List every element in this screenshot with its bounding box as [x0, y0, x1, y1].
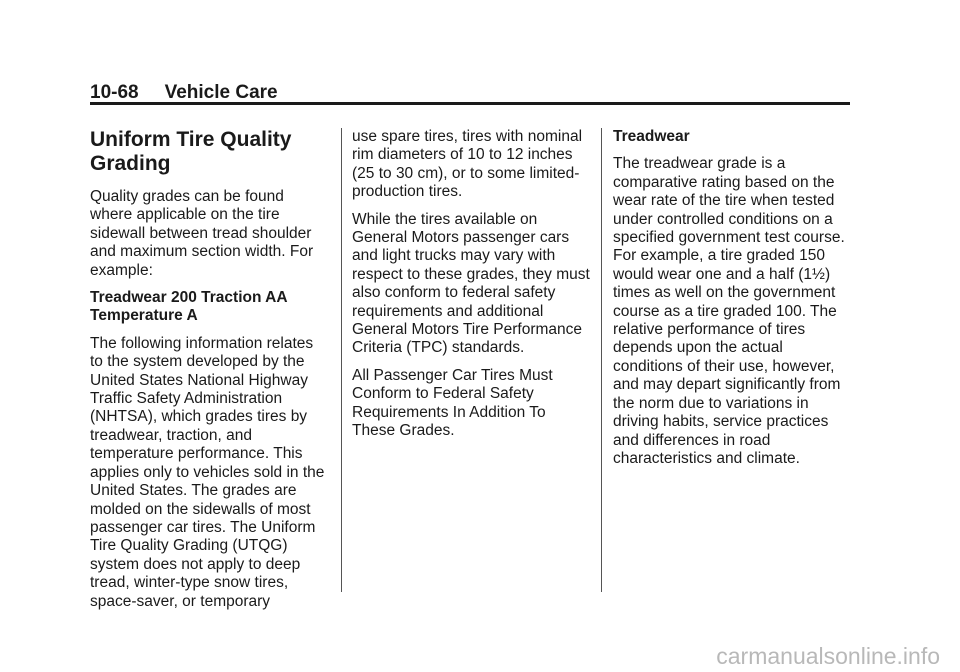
- page-number: 10-68: [90, 82, 139, 103]
- section-name: Vehicle Care: [164, 82, 278, 103]
- paragraph-gm-tires: While the tires available on General Motors passenger cars and light trucks may vary with respect to these grades, they must also conform to federal safety requirements and additional General Motors Tire Performance Criteria (TPC) standards.: [352, 210, 590, 357]
- column-1: [90, 128, 330, 620]
- paragraph-treadwear: The treadwear grade is a comparative rating based on the wear rate of the tire when tested under controlled conditions on a specified government test course. For example, a tire graded 150 would wear one and a half (1½) times as well on the government course as a tire graded 100. The relative performance of tires depends upon the actual conditions of their use, however, and may depart significantly from the norm due to variations in driving habits, service practices and differences in road characteristics and climate.: [613, 155, 845, 467]
- example-grade: [90, 289, 330, 326]
- paragraph-quality-grades: Quality grades can be found where applicable on the tire sidewall between tread shoulder and maximum section width. For example:: [90, 188, 314, 279]
- section-title: [90, 128, 330, 176]
- header-rule: [90, 102, 850, 105]
- column-2: [352, 128, 590, 450]
- column-3: [613, 128, 853, 477]
- column-divider-1: [341, 128, 342, 592]
- column-divider-2: [601, 128, 602, 592]
- section-title-line1: Uniform Tire Quality: [90, 128, 292, 151]
- watermark: carmanualsonline.info: [716, 643, 940, 669]
- page-header: [90, 82, 278, 104]
- paragraph-nhtsa: The following information relates to the system developed by the United States National Highway Traffic Safety Administration (NHTSA), which grades tires by treadwear, traction, and temperature performance. This applies only to vehicles sold in the United States. The grades are molded on the sidewalls of most passenger car tires. The Uniform Tire Quality Grading (UTQG) system does not apply to deep tread, winter-type snow tires, space-saver, or temporary: [90, 334, 325, 610]
- example-grade-line2: Temperature A: [90, 307, 198, 325]
- section-title-line2: Grading: [90, 152, 171, 175]
- treadwear-heading: Treadwear: [613, 128, 690, 145]
- paragraph-federal: All Passenger Car Tires Must Conform to Federal Safety Requirements In Addition To These Grades.: [352, 366, 553, 440]
- example-grade-line1: Treadwear 200 Traction AA: [90, 289, 288, 307]
- paragraph-spare-tires: use spare tires, tires with nominal rim diameters of 10 to 12 inches (25 to 30 cm), or to some limited-production tires.: [352, 128, 583, 201]
